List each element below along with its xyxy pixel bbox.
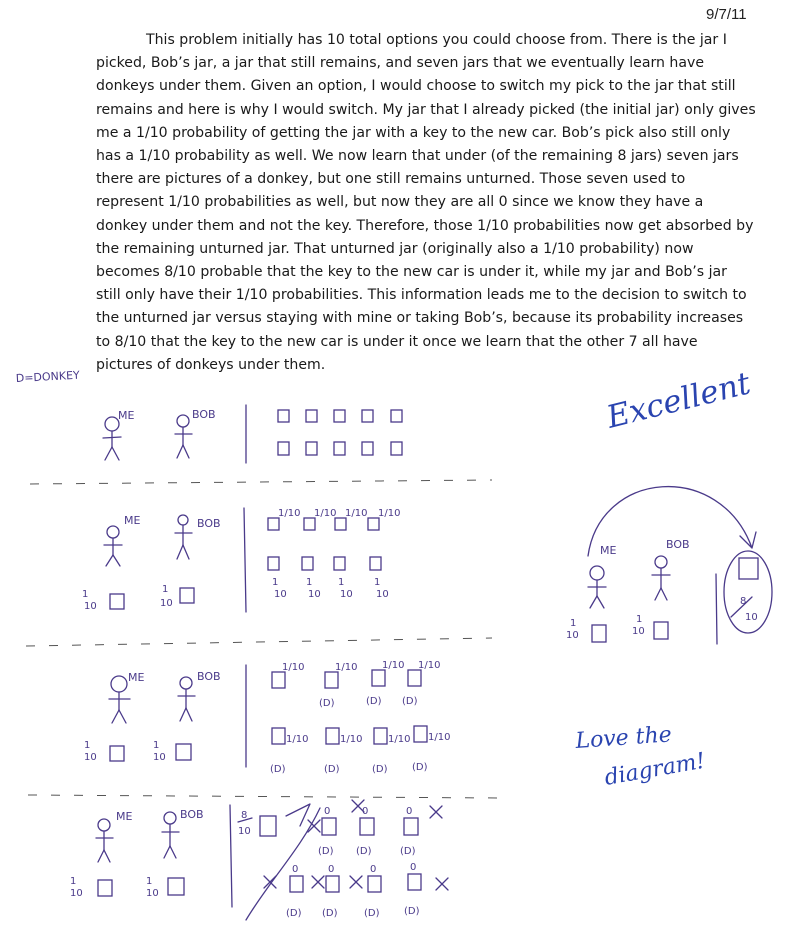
jar-fraction: 1 — [374, 577, 381, 588]
separator-2 — [26, 638, 492, 646]
svg-text:1: 1 — [84, 740, 91, 751]
legend-donkey: D=DONKEY — [15, 368, 81, 385]
jar — [334, 557, 345, 570]
zero-mark: 0 — [362, 806, 369, 817]
label-me: ME — [128, 671, 145, 684]
cross-mark — [436, 878, 448, 890]
jar — [404, 818, 418, 835]
jar-fraction: 1/10 — [418, 660, 441, 671]
me-jar — [566, 618, 606, 642]
date-label: 9/7/11 — [706, 6, 747, 23]
svg-text:1: 1 — [70, 876, 77, 887]
jar — [326, 876, 339, 892]
panel-4 — [70, 800, 448, 920]
jar — [408, 874, 421, 890]
jar — [268, 557, 279, 570]
jar-fraction: 1/10 — [428, 732, 451, 743]
cross-mark — [312, 876, 324, 888]
jar — [334, 410, 345, 422]
stick-figure-me — [96, 819, 113, 862]
jar — [326, 728, 339, 744]
zero-mark: 0 — [410, 862, 417, 873]
donkey-mark: (D) — [322, 908, 338, 919]
donkey-mark: (D) — [404, 906, 420, 917]
jar-fraction: 10 — [376, 589, 389, 600]
svg-text:8: 8 — [740, 596, 747, 607]
donkey-mark: (D) — [270, 764, 286, 775]
separator-1 — [30, 480, 492, 484]
jars-grid — [264, 800, 448, 919]
jar-fraction: 10 — [308, 589, 321, 600]
label-bob: BOB — [180, 808, 204, 821]
donkey-mark: (D) — [324, 764, 340, 775]
svg-text:1: 1 — [153, 740, 160, 751]
bob-jar — [632, 614, 668, 639]
jar-fraction: 10 — [340, 589, 353, 600]
donkey-mark: (D) — [412, 762, 428, 773]
jar-fraction: 10 — [274, 589, 287, 600]
svg-text:10: 10 — [146, 888, 159, 899]
stick-figure-bob — [175, 415, 192, 458]
jar — [368, 876, 381, 892]
jar — [302, 557, 313, 570]
svg-text:10: 10 — [160, 598, 173, 609]
comment-love-line1: Love the — [574, 722, 673, 754]
label-me: ME — [600, 544, 617, 557]
me-jar — [82, 589, 124, 612]
jar — [391, 410, 402, 422]
jar — [278, 410, 289, 422]
eight-tenths-jar — [238, 810, 276, 837]
stick-figure-me — [104, 526, 122, 566]
svg-text:10: 10 — [238, 826, 251, 837]
stick-figure-bob — [162, 812, 179, 858]
jar — [414, 726, 427, 742]
jar-fraction: 1/10 — [340, 734, 363, 745]
jar — [370, 557, 381, 570]
jar — [306, 442, 317, 455]
jar — [368, 518, 379, 530]
donkey-mark: (D) — [286, 908, 302, 919]
stick-figure-me — [103, 417, 121, 460]
jar-fraction: 1/10 — [286, 734, 309, 745]
svg-text:1: 1 — [146, 876, 153, 887]
zero-mark: 0 — [292, 864, 299, 875]
jar — [372, 670, 385, 686]
me-jar — [84, 740, 124, 763]
jar-fraction: 1/10 — [278, 508, 301, 519]
panel-3 — [84, 660, 450, 775]
jars-grid — [268, 508, 400, 600]
cross-mark — [430, 806, 442, 818]
jar — [362, 442, 373, 455]
label-me: ME — [116, 810, 133, 823]
svg-text:10: 10 — [566, 630, 579, 641]
svg-text:1: 1 — [162, 584, 169, 595]
label-bob: BOB — [197, 517, 221, 530]
jars-grid — [270, 660, 450, 775]
jar-fraction: 1/10 — [314, 508, 337, 519]
panel-2 — [82, 508, 400, 612]
label-me: ME — [118, 409, 135, 422]
label-bob: BOB — [666, 538, 690, 551]
separator-3 — [28, 795, 498, 798]
comment-love-line2: diagram! — [602, 748, 708, 791]
svg-text:10: 10 — [632, 626, 645, 637]
jar — [290, 876, 303, 892]
jar — [325, 672, 338, 688]
jar-fraction: 1/10 — [382, 660, 405, 671]
donkey-mark: (D) — [366, 696, 382, 707]
svg-text:10: 10 — [84, 752, 97, 763]
jar — [360, 818, 374, 835]
donkey-mark: (D) — [364, 908, 380, 919]
jar — [408, 670, 421, 686]
panel-1 — [103, 405, 402, 463]
cross-mark — [350, 876, 362, 888]
zero-mark: 0 — [370, 864, 377, 875]
jar — [268, 518, 279, 530]
jar-fraction: 1 — [306, 577, 313, 588]
essay-paragraph: This problem initially has 10 total options you could choose from. There is the jar I picked, Bob’s jar, a jar that still remains, and seven jars that we eventually learn have donkeys under them. Given an option, I would choose to switch my pick to the jar that still remains and here is why I would switch. My jar that I already picked (the initial jar) only gives me a 1/10 probability of getting the jar with a key to the new car. Bob’s pick also still only has a 1/10 probability as well. We now learn that under (of the remaining 8 jars) seven jars there are pictures of a donkey, but one still remains unturned. Those seven used to represent 1/10 probabilities as well, but now they are all 0 since we know they have a donkey under them and not the key. Therefore, those 1/10 probabilities now get absorbed by the remaining unturned jar. That unturned jar (originally also a 1/10 probability) now becomes 8/10 probable that the key to the new car is under it, while my jar and Bob’s jar still only have their 1/10 probabilities. This information leads me to the decision to switch to the unturned jar versus staying with mine or taking Bob’s, because its probability increases to 8/10 that the key to the new car is under it once we learn that the other 7 all have pictures of donkeys under them. — [96, 32, 756, 373]
jar-fraction: 1 — [338, 577, 345, 588]
zero-mark: 0 — [328, 864, 335, 875]
jar-fraction: 1/10 — [282, 662, 305, 673]
me-jar — [70, 876, 112, 899]
label-me: ME — [124, 514, 141, 527]
donkey-mark: (D) — [400, 846, 416, 857]
jar — [304, 518, 315, 530]
jar — [374, 728, 387, 744]
label-bob: BOB — [192, 408, 216, 421]
zero-mark: 0 — [324, 806, 331, 817]
bob-jar — [153, 740, 191, 763]
jar — [362, 410, 373, 422]
label-bob: BOB — [197, 670, 221, 683]
svg-text:10: 10 — [84, 601, 97, 612]
donkey-mark: (D) — [319, 698, 335, 709]
jar-fraction: 1/10 — [378, 508, 401, 519]
jar — [306, 410, 317, 422]
jar — [278, 442, 289, 455]
stick-figure-bob — [175, 515, 192, 559]
jar — [272, 672, 285, 688]
stick-figure-me — [109, 676, 130, 723]
stick-figure-bob — [178, 677, 195, 721]
comment-excellent: Excellent — [603, 365, 755, 436]
donkey-mark: (D) — [402, 696, 418, 707]
svg-text:1: 1 — [636, 614, 643, 625]
donkey-mark: (D) — [318, 846, 334, 857]
jar-fraction: 1 — [272, 577, 279, 588]
jar-fraction: 1/10 — [345, 508, 368, 519]
jar-fraction: 1/10 — [388, 734, 411, 745]
svg-text:10: 10 — [745, 612, 758, 623]
cross-mark — [264, 876, 276, 888]
donkey-mark: (D) — [372, 764, 388, 775]
bob-jar — [146, 876, 184, 899]
jar — [334, 442, 345, 455]
bob-jar — [160, 584, 194, 609]
donkey-mark: (D) — [356, 846, 372, 857]
switch-diagram — [566, 487, 772, 644]
jar — [272, 728, 285, 744]
stick-figure-bob — [652, 556, 670, 600]
jar-fraction: 1/10 — [335, 662, 358, 673]
svg-text:10: 10 — [153, 752, 166, 763]
jars-grid — [278, 410, 402, 455]
svg-text:8: 8 — [241, 810, 248, 821]
svg-text:1: 1 — [82, 589, 89, 600]
jar — [335, 518, 346, 530]
jar — [322, 818, 336, 835]
svg-text:10: 10 — [70, 888, 83, 899]
jar — [391, 442, 402, 455]
zero-mark: 0 — [406, 806, 413, 817]
svg-text:1: 1 — [570, 618, 577, 629]
stick-figure-me — [588, 566, 606, 608]
